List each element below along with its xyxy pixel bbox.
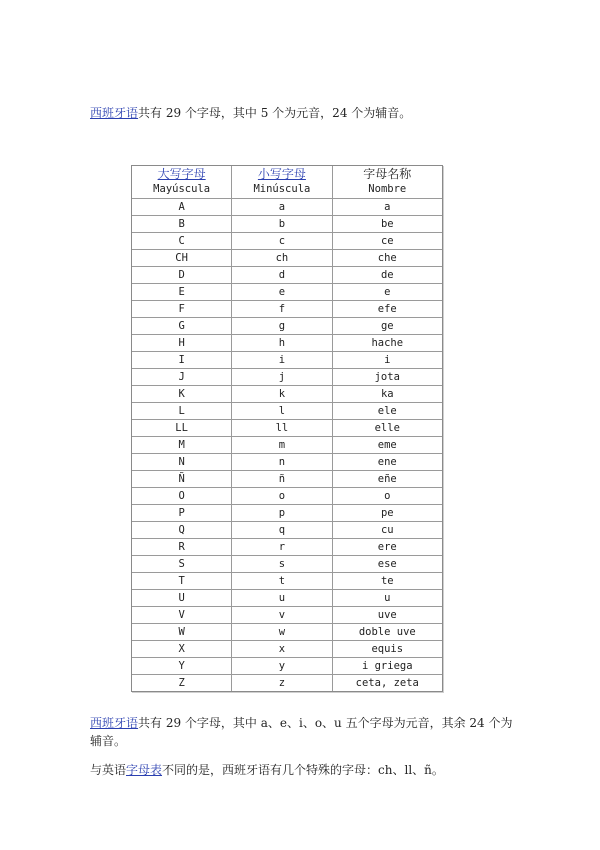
uppercase-cell: Ñ: [132, 471, 232, 488]
lowercase-cell: n: [232, 454, 332, 471]
letter-name-cell: ceta, zeta: [355, 677, 419, 689]
table-row: [132, 403, 442, 420]
lowercase-cell: f: [232, 301, 332, 318]
uppercase-cell: K: [132, 386, 232, 403]
table-row: [132, 624, 442, 641]
header-uppercase: [132, 166, 232, 199]
letter-name-cell: ese: [333, 556, 442, 573]
lowercase-cell: s: [232, 556, 332, 573]
lowercase-cell: b: [232, 216, 332, 233]
uppercase-cell: N: [132, 454, 232, 471]
uppercase-cell: V: [132, 607, 232, 624]
uppercase-cell: G: [132, 318, 232, 335]
table-row: [132, 216, 442, 233]
uppercase-cell: P: [132, 505, 232, 522]
lowercase-cell: p: [232, 505, 332, 522]
table-row: [132, 420, 442, 437]
letter-name-cell: hache: [333, 335, 442, 352]
table-row: [132, 675, 442, 691]
lowercase-cell: k: [232, 386, 332, 403]
table-row: [132, 335, 442, 352]
letter-name-cell: u: [333, 590, 442, 607]
letter-name-cell: pe: [333, 505, 442, 522]
special-letters-paragraph: [90, 761, 520, 779]
table-row: [132, 522, 442, 539]
uppercase-cell: W: [132, 624, 232, 641]
lowercase-cell: m: [232, 437, 332, 454]
lowercase-cell: u: [232, 590, 332, 607]
lowercase-cell: l: [232, 403, 332, 420]
table-row: [132, 556, 442, 573]
letter-name-cell: te: [333, 573, 442, 590]
table-row: [132, 539, 442, 556]
lowercase-cell: ñ: [232, 471, 332, 488]
lowercase-link[interactable]: 小写字母: [257, 167, 306, 181]
lowercase-cell: c: [232, 233, 332, 250]
table-row: [132, 284, 442, 301]
spanish-link[interactable]: 西班牙语: [90, 106, 139, 120]
letter-name-cell: o: [333, 488, 442, 505]
lowercase-cell: y: [232, 658, 332, 675]
letter-name-cell: che: [333, 250, 442, 267]
letter-name-label-zh: 字母名称: [363, 167, 412, 181]
table-row: [132, 267, 442, 284]
letter-name-cell: ele: [333, 403, 442, 420]
alphabet-table: [131, 165, 443, 692]
lowercase-label-es: Minúscula: [253, 183, 311, 195]
letter-name-label-es: Nombre: [368, 183, 407, 195]
lowercase-cell: v: [232, 607, 332, 624]
vowels-paragraph: [90, 714, 520, 750]
letter-name-cell: i griega: [333, 658, 442, 675]
table-row: [132, 318, 442, 335]
lowercase-cell: t: [232, 573, 332, 590]
spanish-link-2[interactable]: 西班牙语: [90, 716, 139, 730]
letter-name-cell: e: [333, 284, 442, 301]
table-row: [132, 607, 442, 624]
lowercase-cell: h: [232, 335, 332, 352]
table-row: [132, 301, 442, 318]
uppercase-link[interactable]: 大写字母: [157, 167, 206, 181]
table-row: [132, 641, 442, 658]
uppercase-cell: LL: [132, 420, 232, 437]
lowercase-cell: r: [232, 539, 332, 556]
letter-name-cell: elle: [333, 420, 442, 437]
table-row: [132, 590, 442, 607]
table-row: [132, 471, 442, 488]
uppercase-cell: T: [132, 573, 232, 590]
uppercase-cell: R: [132, 539, 232, 556]
table-row: [132, 199, 442, 216]
intro-paragraph: [90, 104, 520, 122]
table-row: [132, 454, 442, 471]
lowercase-cell: ll: [232, 420, 332, 437]
special-prefix: 与英语: [90, 763, 127, 777]
lowercase-cell: i: [232, 352, 332, 369]
table-row: [132, 369, 442, 386]
table-row: [132, 658, 442, 675]
uppercase-cell: O: [132, 488, 232, 505]
header-letter-name: [333, 166, 442, 199]
uppercase-cell: CH: [132, 250, 232, 267]
uppercase-cell: L: [132, 403, 232, 420]
table-row: [132, 488, 442, 505]
uppercase-cell: C: [132, 233, 232, 250]
special-text: 不同的是，西班牙语有几个特殊的字母：ch、ll、ñ。: [162, 763, 444, 777]
table-row: [132, 437, 442, 454]
letter-name-cell: eme: [333, 437, 442, 454]
uppercase-cell: S: [132, 556, 232, 573]
uppercase-cell: F: [132, 301, 232, 318]
uppercase-cell: H: [132, 335, 232, 352]
lowercase-cell: z: [232, 675, 332, 691]
uppercase-cell: D: [132, 267, 232, 284]
uppercase-cell: A: [132, 199, 232, 216]
letter-name-cell: jota: [333, 369, 442, 386]
uppercase-label-es: Mayúscula: [153, 183, 211, 195]
uppercase-cell: X: [132, 641, 232, 658]
table-header-row: [132, 166, 442, 199]
vowels-text: 共有 29 个字母，其中 a、e、i、o、u 五个字母为元音，其余 24 个为辅音。: [90, 716, 513, 748]
letter-name-cell: i: [333, 352, 442, 369]
lowercase-cell: o: [232, 488, 332, 505]
letter-name-cell: uve: [333, 607, 442, 624]
alphabet-link[interactable]: 字母表: [126, 763, 163, 777]
uppercase-cell: B: [132, 216, 232, 233]
lowercase-cell: g: [232, 318, 332, 335]
letter-name-cell: ere: [333, 539, 442, 556]
letter-name-cell: a: [333, 199, 442, 216]
uppercase-cell: Z: [132, 675, 232, 691]
letter-name-cell: equis: [333, 641, 442, 658]
letter-name-cell: cu: [333, 522, 442, 539]
lowercase-cell: q: [232, 522, 332, 539]
uppercase-cell: J: [132, 369, 232, 386]
lowercase-cell: j: [232, 369, 332, 386]
lowercase-cell: a: [232, 199, 332, 216]
lowercase-cell: w: [232, 624, 332, 641]
uppercase-cell: I: [132, 352, 232, 369]
letter-name-cell: ka: [333, 386, 442, 403]
alphabet-table-body: [132, 199, 442, 691]
table-row: [132, 352, 442, 369]
table-row: [132, 233, 442, 250]
letter-name-cell: ce: [333, 233, 442, 250]
header-lowercase: [232, 166, 332, 199]
uppercase-cell: E: [132, 284, 232, 301]
lowercase-cell: ch: [232, 250, 332, 267]
lowercase-cell: e: [232, 284, 332, 301]
table-row: [132, 573, 442, 590]
letter-name-cell: be: [333, 216, 442, 233]
letter-name-cell: ge: [333, 318, 442, 335]
letter-name-cell: doble uve: [333, 624, 442, 641]
table-row: [132, 505, 442, 522]
letter-name-cell: de: [333, 267, 442, 284]
lowercase-cell: d: [232, 267, 332, 284]
letter-name-cell: efe: [333, 301, 442, 318]
letter-name-cell: eñe: [333, 471, 442, 488]
lowercase-cell: x: [232, 641, 332, 658]
letter-name-cell: ene: [333, 454, 442, 471]
uppercase-cell: Q: [132, 522, 232, 539]
table-row: [132, 250, 442, 267]
uppercase-cell: U: [132, 590, 232, 607]
uppercase-cell: M: [132, 437, 232, 454]
intro-text: 共有 29 个字母，其中 5 个为元音，24 个为辅音。: [138, 106, 412, 120]
table-row: [132, 386, 442, 403]
uppercase-cell: Y: [132, 658, 232, 675]
